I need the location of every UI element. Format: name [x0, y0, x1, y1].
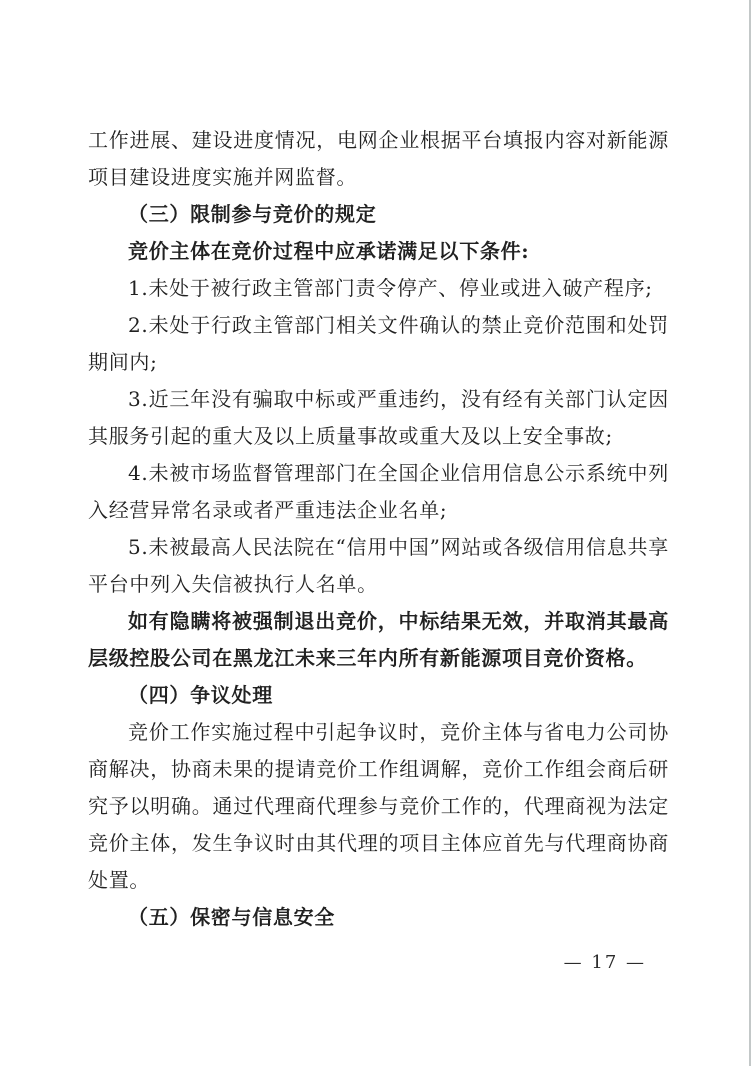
paragraph-body-continued: 工作进展、建设进度情况，电网企业根据平台填报内容对新能源项目建设进度实施并网监督。	[88, 128, 669, 189]
page-number: — 17 —	[563, 952, 646, 973]
list-item-2: 2.未处于行政主管部门相关文件确认的禁止竞价范围和处罚期间内;	[88, 313, 669, 374]
paragraph-warning: 如有隐瞒将被强制退出竞价，中标结果无效，并取消其最高层级控股公司在黑龙江未来三年内所有新能源项目竞价资格。	[88, 609, 669, 670]
list-item-3: 3.近三年没有骗取中标或严重违约，没有经有关部门认定因其服务引起的重大及以上质量事故或重大及以上安全事故;	[88, 387, 669, 448]
list-item-4: 4.未被市场监督管理部门在全国企业信用信息公示系统中列入经营异常名录或者严重违法企业名单;	[88, 461, 669, 522]
list-item-5: 5.未被最高人民法院在“信用中国”网站或各级信用信息共享平台中列入失信被执行人名单。	[88, 535, 669, 596]
list-item-1: 1.未处于被行政主管部门责令停产、停业或进入破产程序;	[128, 276, 653, 300]
section-heading-5: （五）保密与信息安全	[128, 905, 335, 929]
paragraph-dispute-resolution: 竞价工作实施过程中引起争议时，竞价主体与省电力公司协商解决，协商未果的提请竞价工作组调解，竞价工作组会商后研究予以明确。通过代理商代理参与竞价工作的，代理商视为法定竞价主体，发生争议时由其代理的项目主体应首先与代理商协商处置。	[88, 720, 669, 892]
document-content	[88, 122, 669, 936]
paragraph-conditions-intro: 竞价主体在竞价过程中应承诺满足以下条件:	[128, 239, 530, 263]
section-heading-4: （四）争议处理	[128, 683, 273, 707]
section-heading-3: （三）限制参与竞价的规定	[128, 202, 377, 226]
scan-edge-line	[749, 0, 751, 1066]
